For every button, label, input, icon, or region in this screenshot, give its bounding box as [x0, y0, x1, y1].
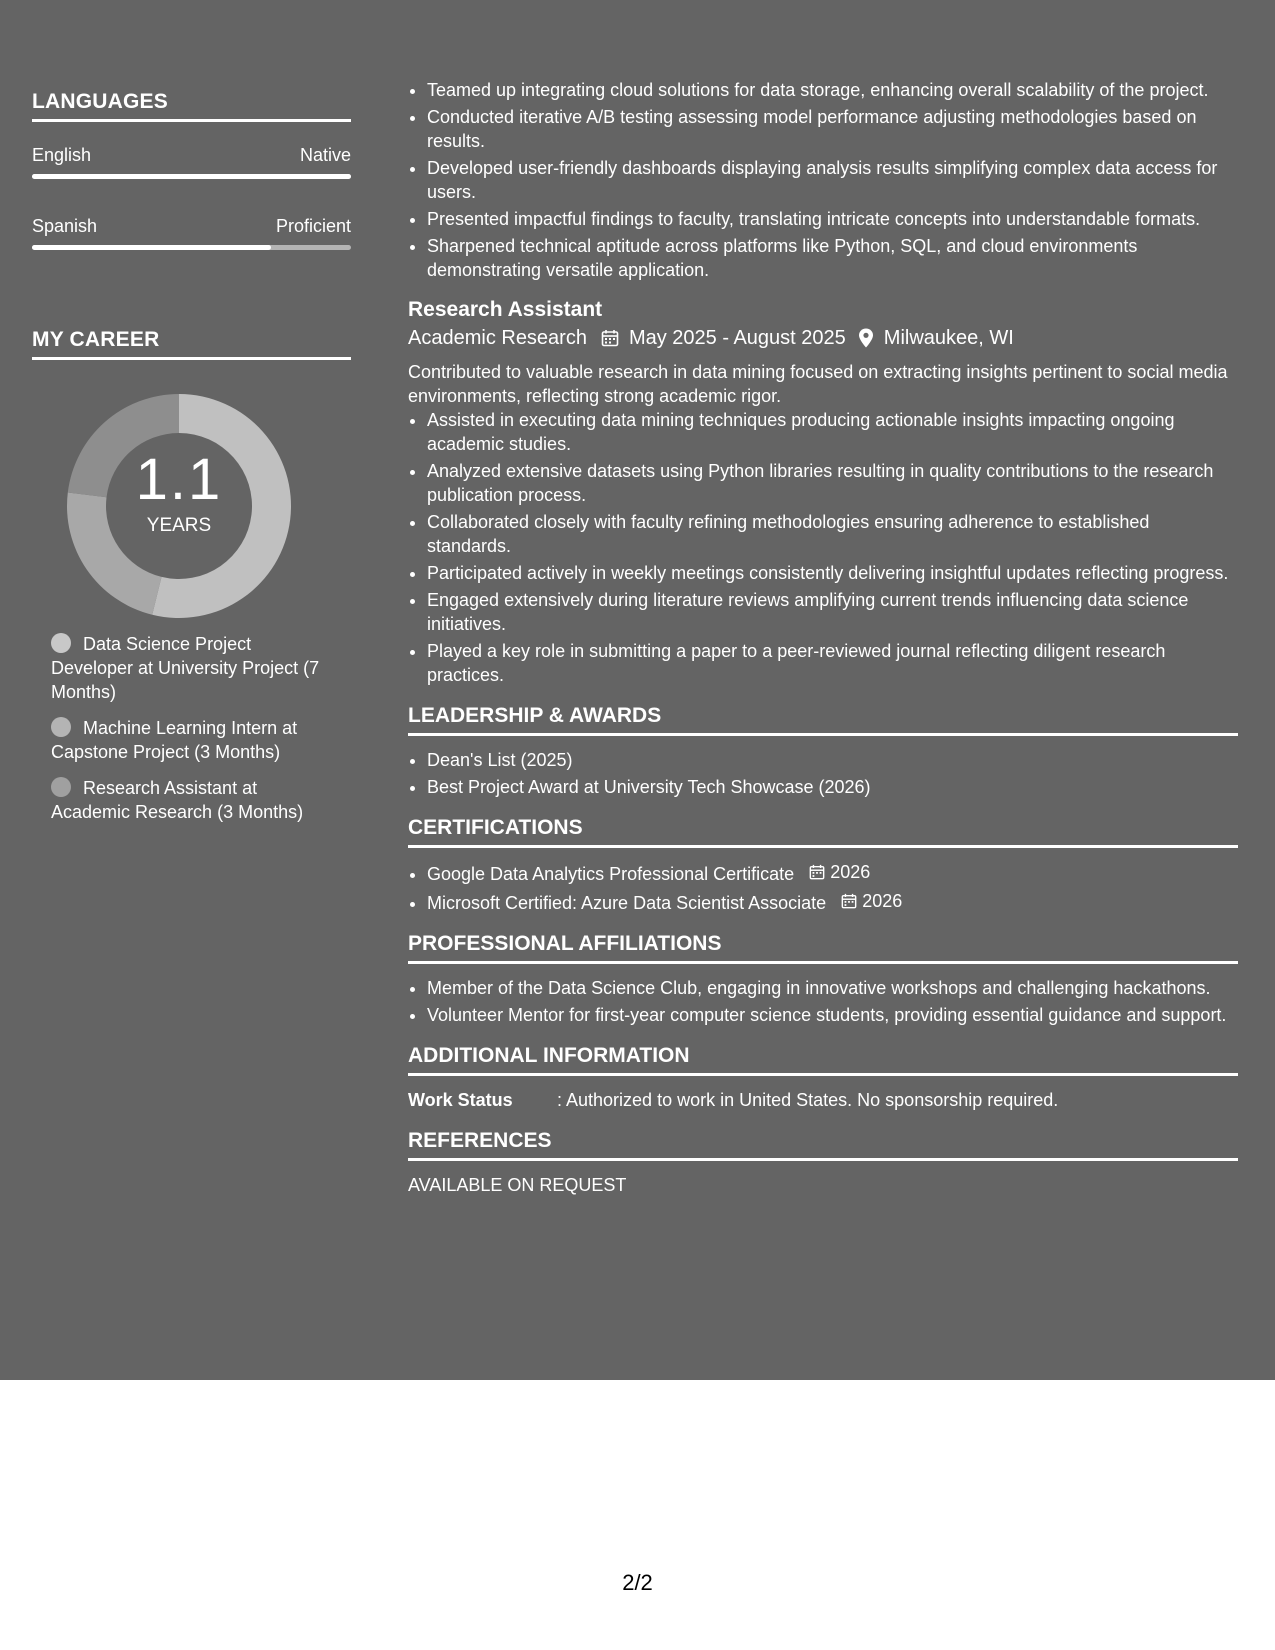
career-section	[32, 328, 351, 824]
leadership-list	[408, 748, 1238, 799]
career-total-value: 1.1	[135, 447, 223, 512]
calendar-icon	[841, 893, 857, 909]
language-row-spanish	[32, 215, 351, 237]
job-meta	[408, 324, 1238, 352]
languages-section	[32, 90, 351, 250]
list-item: • Member of the Data Science Club, engaging in innovative workshops and challenging hackathons.	[427, 976, 1238, 1000]
job-title: Research Assistant	[408, 298, 603, 321]
list-item: • Teamed up integrating cloud solutions for data storage, enhancing overall scalability of the project.	[427, 78, 1238, 102]
list-item: • Played a key role in submitting a paper to a peer-reviewed journal reflecting diligent research practices.	[427, 639, 1238, 687]
list-item: • Analyzed extensive datasets using Python libraries resulting in quality contributions to the research publication process.	[427, 459, 1238, 507]
language-bar-spanish	[32, 245, 351, 250]
career-item	[51, 716, 351, 764]
career-item-label: Data Science Project Developer at University Project (7 Months)	[51, 634, 320, 702]
cert-year: 2026	[862, 891, 903, 911]
job-company: Academic Research	[408, 327, 587, 349]
language-level: Native	[299, 145, 351, 165]
cert-name: Microsoft Certified: Azure Data Scientist Associate	[427, 893, 827, 913]
cert-date	[809, 860, 870, 884]
list-item: • Volunteer Mentor for first-year computer science students, providing essential guidance and support.	[427, 1003, 1238, 1027]
affiliations-list	[408, 976, 1238, 1027]
career-item-label: Research Assistant at Academic Research (3 Months)	[51, 778, 304, 822]
career-item-label: Machine Learning Intern at Capstone Project (3 Months)	[51, 718, 298, 762]
job-location: Milwaukee, WI	[883, 327, 1014, 349]
cert-name: Google Data Analytics Professional Certificate	[427, 864, 795, 884]
certifications-list	[408, 860, 1238, 915]
language-bar-fill	[32, 245, 271, 250]
work-status-row	[408, 1088, 1238, 1112]
job-description: Contributed to valuable research in data mining focused on extracting insights pertinent to social media environments, reflecting strong academic rigor.	[408, 362, 1228, 406]
list-item: • Best Project Award at University Tech Showcase (2026)	[427, 775, 1238, 799]
main-column	[408, 78, 1238, 1197]
cert-year: 2026	[830, 862, 871, 882]
list-item: • Dean's List (2025)	[427, 748, 1238, 772]
legend-dot-icon	[51, 633, 71, 653]
language-name: English	[32, 145, 92, 165]
job-dates: May 2025 - August 2025	[628, 327, 846, 349]
leadership-title: LEADERSHIP & AWARDS	[408, 703, 1238, 736]
list-item: • Sharpened technical aptitude across platforms like Python, SQL, and cloud environments demonstrating versatile application.	[427, 234, 1238, 282]
job-bullets	[408, 408, 1238, 687]
career-title: MY CAREER	[32, 328, 351, 360]
list-item: • Conducted iterative A/B testing assessing model performance adjusting methodologies based on results.	[427, 105, 1238, 153]
calendar-icon	[601, 329, 619, 347]
career-list	[32, 632, 351, 824]
references-text: AVAILABLE ON REQUEST	[408, 1175, 627, 1195]
certifications-title: CERTIFICATIONS	[408, 815, 1238, 848]
work-status-label: Work Status	[408, 1090, 513, 1110]
cert-date	[841, 889, 902, 913]
list-item: • Participated actively in weekly meetings consistently delivering insightful updates reflecting progress.	[427, 561, 1238, 585]
affiliations-title: PROFESSIONAL AFFILIATIONS	[408, 931, 1238, 964]
language-bar-fill	[32, 174, 351, 179]
list-item: • Assisted in executing data mining techniques producing actionable insights impacting ongoing academic studies.	[427, 408, 1238, 456]
list-item	[427, 860, 1238, 886]
career-donut	[32, 380, 351, 620]
career-total-unit: YEARS	[146, 515, 212, 536]
work-status-value: : Authorized to work in United States. No sponsorship required.	[557, 1090, 1059, 1110]
list-item: • Developed user-friendly dashboards displaying analysis results simplifying complex data access for users.	[427, 156, 1238, 204]
additional-info-title: ADDITIONAL INFORMATION	[408, 1043, 1238, 1076]
location-pin-icon	[858, 328, 874, 348]
language-level: Proficient	[275, 216, 351, 236]
career-item	[51, 776, 351, 824]
calendar-icon	[809, 864, 825, 880]
list-item: • Presented impactful findings to faculty, translating intricate concepts into understandable formats.	[427, 207, 1238, 231]
sidebar	[32, 90, 351, 836]
page-number: 2/2	[622, 1570, 653, 1595]
legend-dot-icon	[51, 717, 71, 737]
career-item	[51, 632, 351, 704]
list-item: • Engaged extensively during literature reviews amplifying current trends influencing data science initiatives.	[427, 588, 1238, 636]
language-name: Spanish	[32, 216, 98, 236]
language-row-english	[32, 144, 351, 166]
language-bar-english	[32, 174, 351, 179]
legend-dot-icon	[51, 777, 71, 797]
list-item: • Collaborated closely with faculty refining methodologies ensuring adherence to established standards.	[427, 510, 1238, 558]
previous-job-bullets	[408, 78, 1238, 282]
list-item	[427, 889, 1238, 915]
languages-title: LANGUAGES	[32, 90, 351, 122]
references-title: REFERENCES	[408, 1128, 1238, 1161]
